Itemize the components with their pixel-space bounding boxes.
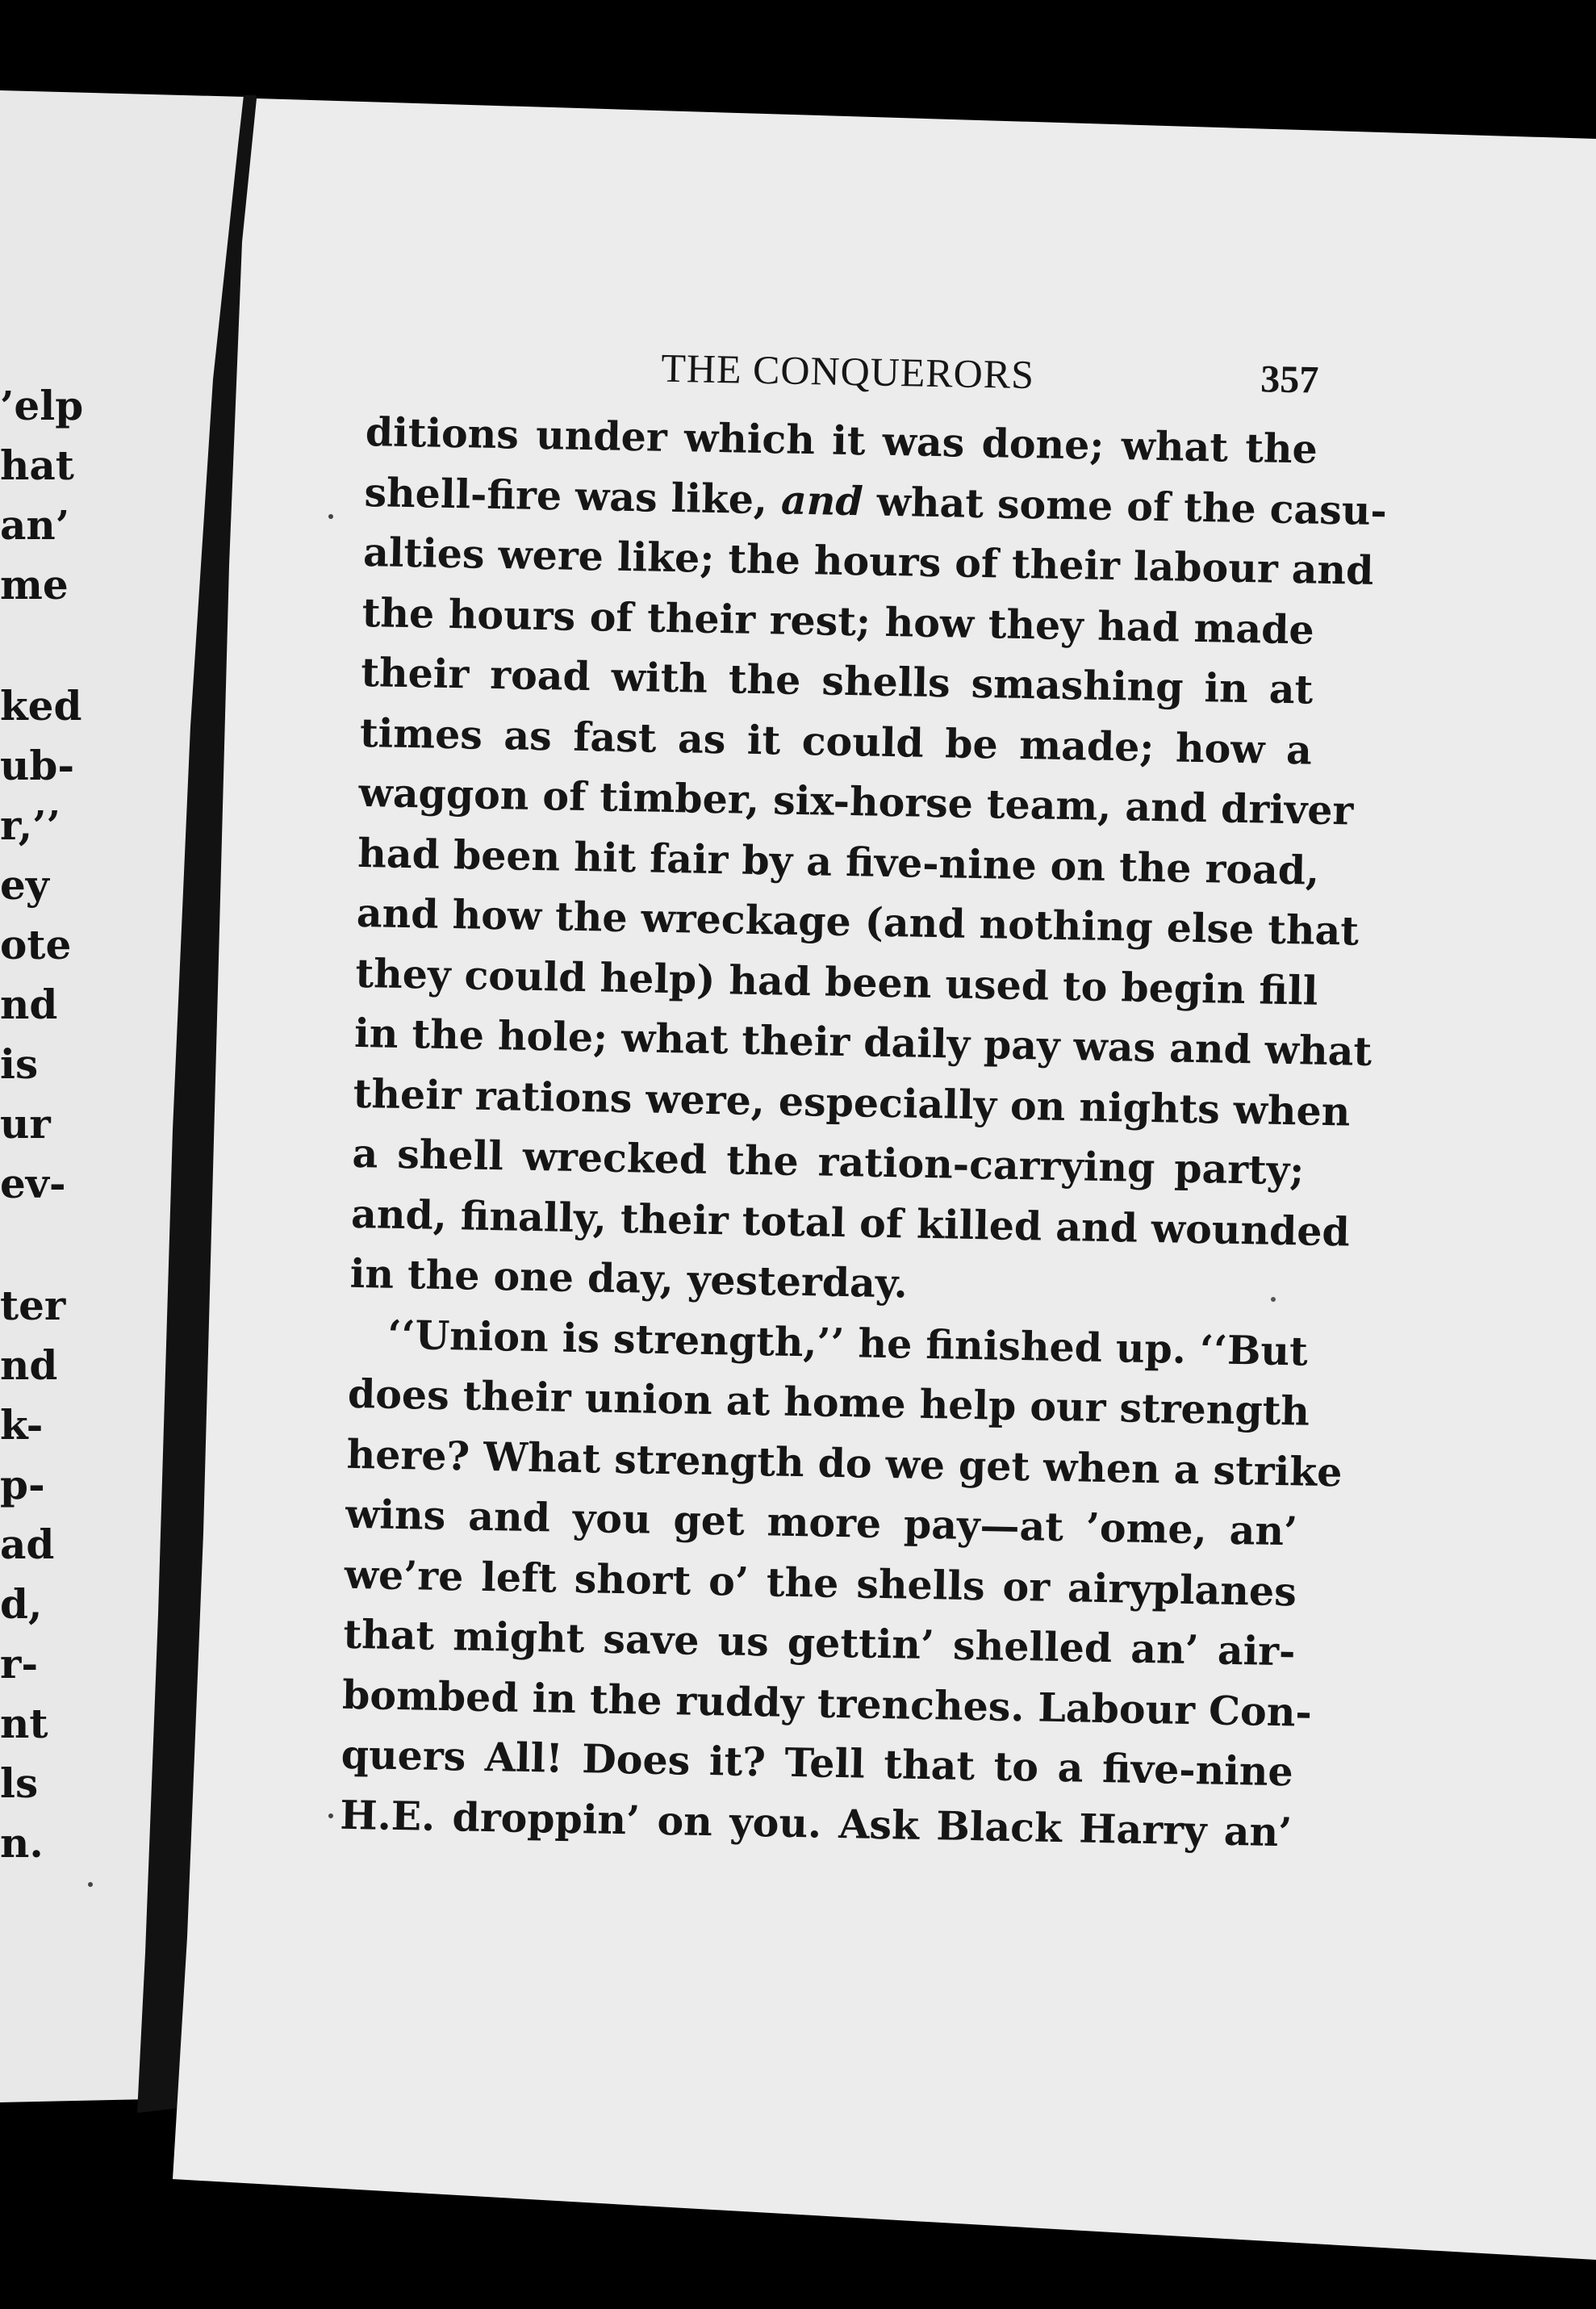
scan-speck xyxy=(328,514,333,519)
running-head-title: THE CONQUERORS xyxy=(660,345,1035,398)
text-span: what some of the casu- xyxy=(876,478,1388,534)
left-fragment: hat xyxy=(0,441,74,489)
left-fragment: nd xyxy=(0,981,58,1028)
left-fragment: nd xyxy=(0,1341,58,1389)
text-line: H.E. droppin’ on you. Ask Black Harry an’ xyxy=(339,1791,1293,1855)
left-fragment: d, xyxy=(0,1580,43,1628)
left-fragment: ’elp xyxy=(0,382,84,429)
text-line: the hours of their rest; how they had made xyxy=(361,588,1315,654)
left-fragment: p- xyxy=(0,1461,45,1508)
text-line: ‘‘Union is strength,’’ he finished up. ‘‘But xyxy=(386,1311,1309,1375)
left-fragment: is xyxy=(0,1040,39,1088)
left-fragment: ey xyxy=(0,861,49,909)
left-fragment: ub- xyxy=(0,742,75,789)
text-line: does their union at home help our strength xyxy=(347,1370,1310,1435)
text-line: and how the wreckage (and nothing else that xyxy=(356,889,1360,955)
page-body xyxy=(339,339,1388,1862)
text-line: they could help) had been used to begin fill xyxy=(355,949,1318,1014)
text-line: a shell wrecked the ration-carrying party; xyxy=(351,1129,1305,1194)
left-fragment: nt xyxy=(0,1700,48,1747)
left-fragment: ur xyxy=(0,1100,51,1148)
text-line: their road with the shells smashing in at xyxy=(360,648,1314,713)
page-number: 357 xyxy=(1260,358,1319,402)
scan-speck xyxy=(88,1882,93,1887)
scan-speck xyxy=(328,1813,333,1818)
text-line: ditions under which it was done; what the xyxy=(365,408,1318,473)
text-line: their rations were, especially on nights when xyxy=(353,1069,1351,1135)
text-line: alties were like; the hours of their labour and xyxy=(362,528,1374,594)
text-line: had been hit fair by a five-nine on the road, xyxy=(357,829,1320,894)
left-fragment: k- xyxy=(0,1401,44,1449)
text-line: wins and you get more pay—at ’ome, an’ xyxy=(345,1490,1298,1555)
text-line: in the one day, yesterday. xyxy=(349,1249,909,1307)
left-fragment: ter xyxy=(0,1282,66,1329)
left-fragment: r- xyxy=(0,1640,39,1688)
left-fragment: ls xyxy=(0,1759,39,1807)
left-fragment: me xyxy=(0,561,69,609)
left-fragment: an’ xyxy=(0,501,70,549)
text-line: times as fast as it could be made; how a xyxy=(359,709,1313,774)
left-fragment: ote xyxy=(0,921,72,968)
left-fragment: ked xyxy=(0,682,82,730)
text-line: bombed in the ruddy trenches. Labour Con- xyxy=(341,1671,1313,1736)
left-fragment: n. xyxy=(0,1819,44,1867)
text-line: here? What strength do we get when a strike xyxy=(346,1430,1343,1495)
left-fragment: ad xyxy=(0,1521,55,1568)
text-line: that might save us gettin’ shelled an’ air- xyxy=(343,1610,1296,1675)
left-fragment: ev- xyxy=(0,1160,66,1207)
text-span: shell-fire was like, xyxy=(363,468,768,523)
text-line: we’re left short o’ the shells or airyplanes xyxy=(344,1550,1297,1615)
text-line: quers All! Does it? Tell that to a five-nine xyxy=(341,1730,1294,1796)
left-fragment: r,’’ xyxy=(0,801,61,849)
text-line: in the hole; what their daily pay was and what xyxy=(353,1009,1372,1075)
text-line: waggon of timber, six-horse team, and driver xyxy=(358,768,1354,835)
italic-word: and xyxy=(780,475,864,525)
text-line: and, finally, their total of killed and wounded xyxy=(350,1190,1351,1255)
